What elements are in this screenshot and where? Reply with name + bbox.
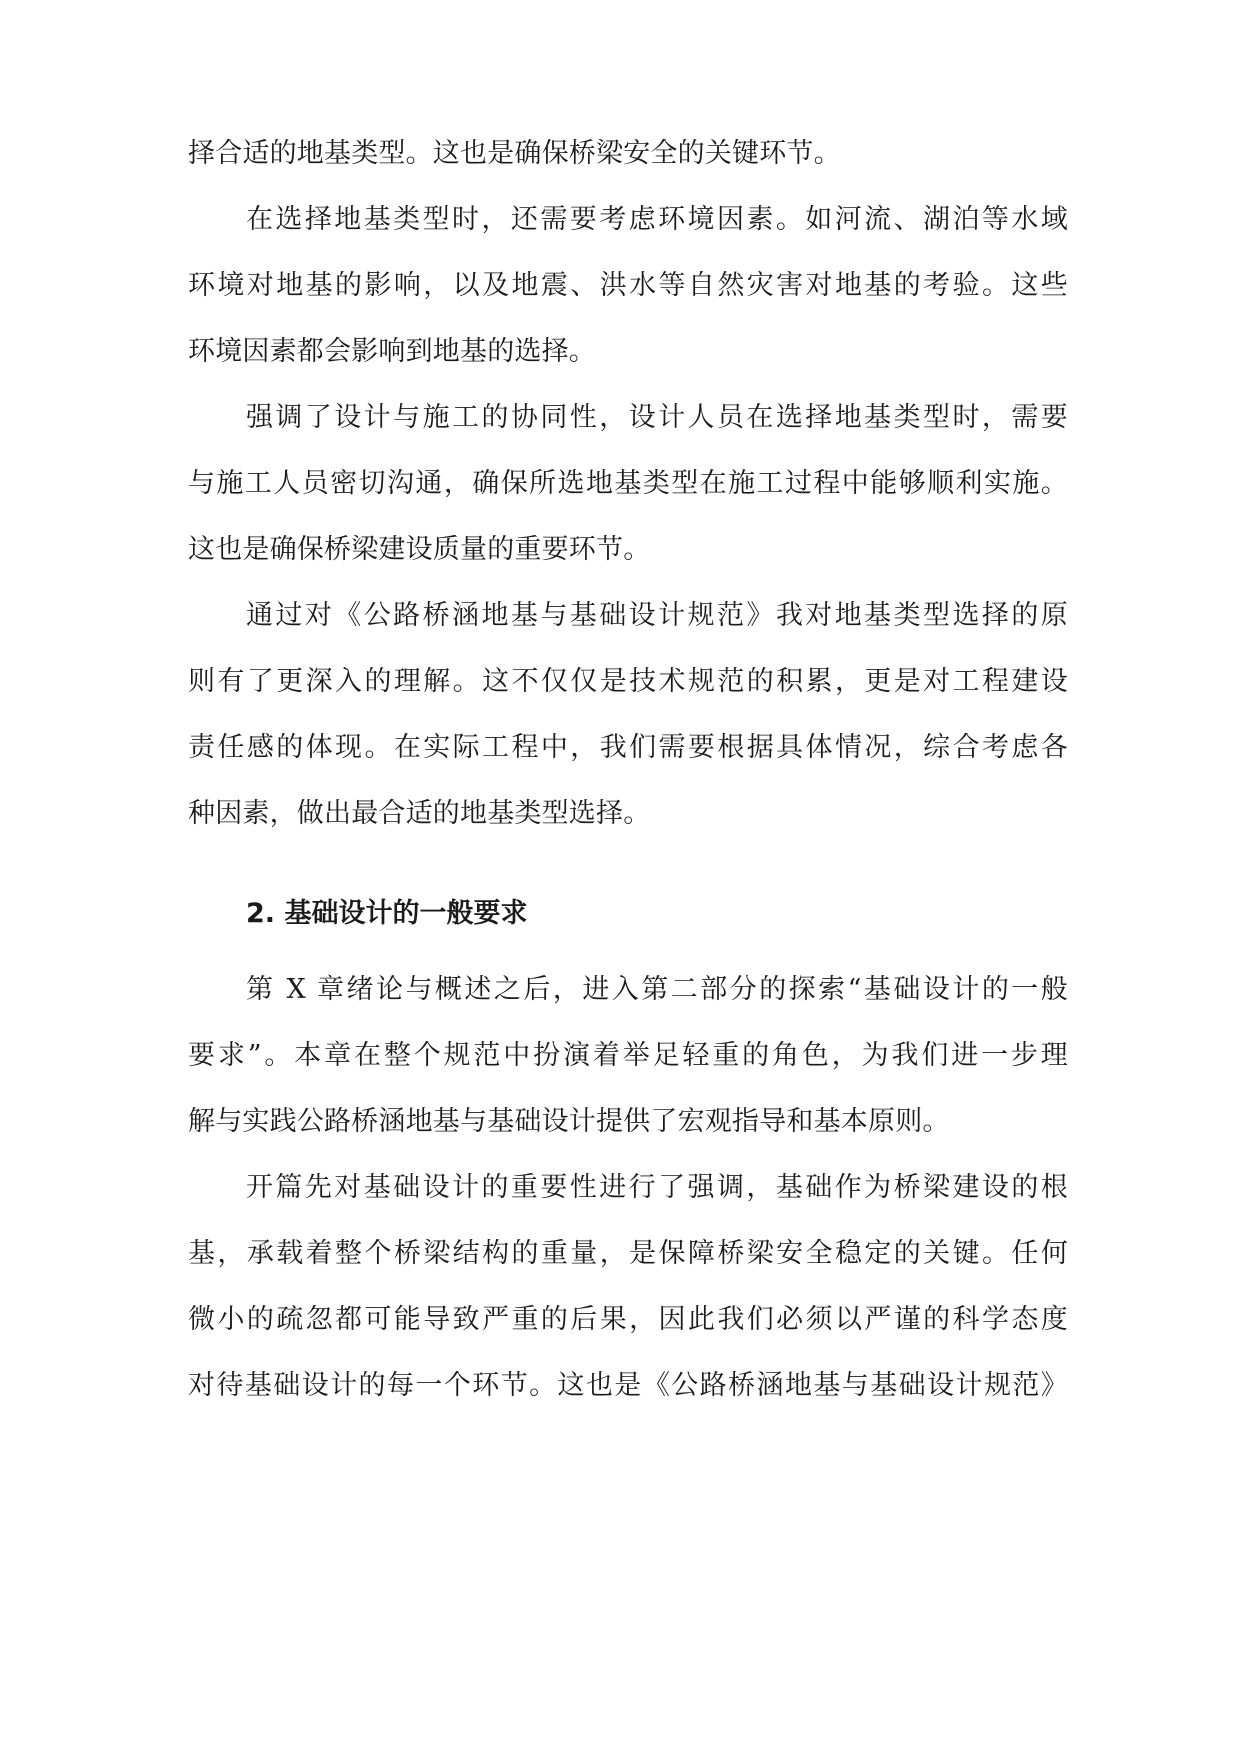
paragraph-line: 开篇先对基础设计的重要性进行了强调，基础作为桥梁建设的根 xyxy=(246,1172,1068,1203)
paragraph-line: 对待基础设计的每一个环节。这也是《公路桥涵地基与基础设计规范》 xyxy=(188,1370,1068,1401)
paragraph-line: 微小的疏忽都可能导致严重的后果，因此我们必须以严谨的科学态度 xyxy=(188,1304,1068,1335)
paragraph-line: 在选择地基类型时，还需要考虑环境因素。如河流、湖泊等水域 xyxy=(246,204,1068,235)
paragraph-line: 基，承载着整个桥梁结构的重量，是保障桥梁安全稳定的关键。任何 xyxy=(188,1238,1068,1269)
paragraph-line: 择合适的地基类型。这也是确保桥梁安全的关键环节。 xyxy=(188,138,841,169)
paragraph-line: 责任感的体现。在实际工程中，我们需要根据具体情况，综合考虑各 xyxy=(188,732,1068,763)
paragraph-line: 通过对《公路桥涵地基与基础设计规范》我对地基类型选择的原 xyxy=(246,600,1068,631)
paragraph-line: 种因素，做出最合适的地基类型选择。 xyxy=(188,798,651,829)
paragraph-line: 环境对地基的影响，以及地震、洪水等自然灾害对地基的考验。这些 xyxy=(188,270,1068,301)
paragraph-line: 解与实践公路桥涵地基与基础设计提供了宏观指导和基本原则。 xyxy=(188,1106,950,1137)
section-heading: 2. 基础设计的一般要求 xyxy=(246,898,528,929)
paragraph-line: 环境因素都会影响到地基的选择。 xyxy=(188,336,596,367)
paragraph-line: 要求”。本章在整个规范中扮演着举足轻重的角色，为我们进一步理 xyxy=(188,1040,1068,1071)
paragraph-line: 这也是确保桥梁建设质量的重要环节。 xyxy=(188,534,651,565)
paragraph-line: 与施工人员密切沟通，确保所选地基类型在施工过程中能够顺利实施。 xyxy=(188,468,1068,499)
paragraph-line: 第 X 章绪论与概述之后，进入第二部分的探索“基础设计的一般 xyxy=(246,974,1068,1005)
paragraph-line: 强调了设计与施工的协同性，设计人员在选择地基类型时，需要 xyxy=(246,402,1068,433)
paragraph-line: 则有了更深入的理解。这不仅仅是技术规范的积累，更是对工程建设 xyxy=(188,666,1068,697)
